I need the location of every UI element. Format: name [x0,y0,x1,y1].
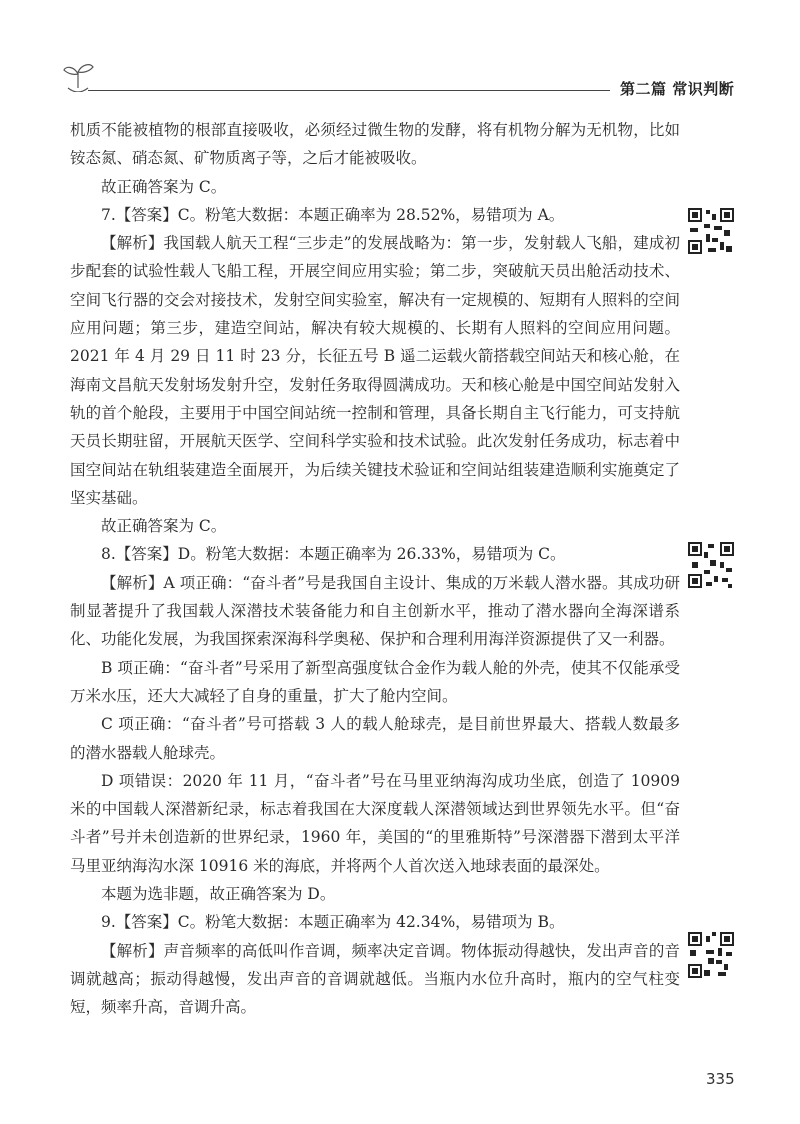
analysis-q8: 【解析】A 项正确：“奋斗者”号是我国自主设计、集成的万米载人潜水器。其成功研制显著提升了我国载人深潜技术装备能力和自主创新水平，推动了潜水器向全海深谱系化、功能化发展，为我国探索深海科学奥秘、保护和合理利用海洋资源提供了又一利器。 [70,573,680,649]
answer-line-q7: 7.【答案】C。粉笔大数据：本题正确率为 28.52%，易错项为 A。 [101,205,565,224]
paragraph: 故正确答案为 C。 [101,517,227,536]
sprout-icon [60,58,96,92]
paragraph: 故正确答案为 C。 [101,177,227,196]
option-c-note: C 项正确：“奋斗者”号可搭载 3 人的载人舱球壳，是目前世界最大、搭载人数最多的潜水器载人舱球壳。 [70,715,680,762]
header-rule [88,90,610,91]
qr-code-icon[interactable] [686,540,736,590]
answer-line-q9: 9.【答案】C。粉笔大数据：本题正确率为 42.34%，易错项为 B。 [101,913,565,932]
section-title: 第二篇 常识判断 [620,80,735,98]
paragraph: 机质不能被植物的根部直接吸收，必须经过微生物的发酵，将有机物分解为无机物，比如铵态氮、硝态氮、矿物质离子等，之后才能被吸收。 [70,121,680,168]
qr-code-icon[interactable] [686,206,736,256]
analysis-q7: 【解析】我国载人航天工程“三步走”的发展战略为：第一步，发射载人飞船，建成初步配套的试验性载人飞船工程，开展空间应用实验；第二步，突破航天员出舱活动技术、空间飞行器的交会对接技术，发射空间实验室，解决有一定规模的、短期有人照料的空间应用问题；第三步，建造空间站，解决有较大规模的、长期有人照料的空间应用问题。2021 年 4 月 29 日 11 时 23 分，长征五号 B 遥二运载火箭搭载空间站天和核心舱，在海南文昌航天发射场发射升空，发射任务取得圆满成功。天和核心舱是中国空间站发射入轨的首个舱段，主要用于中国空间站统一控制和管理，具备长期自主飞行能力，可支持航天员长期驻留，开展航天医学、空间科学实验和技术试验。此次发射任务成功，标志着中国空间站在轨组装建造全面展开，为后续关键技术验证和空间站组装建造顺利实施奠定了坚实基础。 [70,234,680,507]
option-b-note: B 项正确：“奋斗者”号采用了新型高强度钛合金作为载人舱的外壳，使其不仅能承受万米水压，还大大减轻了自身的重量，扩大了舱内空间。 [70,658,680,705]
answer-text-body [70,116,680,1022]
option-d-note: D 项错误：2020 年 11 月，“奋斗者”号在马里亚纳海沟成功坐底，创造了 10909 米的中国载人深潜新纪录，标志着我国在大深度载人深潜领域达到世界领先水平。但“奋斗者”号并未创造新的世界纪录，1960 年，美国的“的里雅斯特”号深潜器下潜到太平洋马里亚纳海沟水深 10916 米的海底，并将两个人首次送入地球表面的最深处。 [70,771,680,875]
answer-line-q8: 8.【答案】D。粉笔大数据：本题正确率为 26.33%，易错项为 C。 [101,545,566,564]
analysis-q9: 【解析】声音频率的高低叫作音调，频率决定音调。物体振动得越快，发出声音的音调就越高；振动得越慢，发出声音的音调就越低。当瓶内水位升高时，瓶内的空气柱变短，频率升高，音调升高。 [70,941,680,1017]
page-header [0,0,800,110]
page-number: 335 [706,1070,735,1088]
qr-code-icon[interactable] [686,930,736,980]
paragraph: 本题为选非题，故正确答案为 D。 [101,885,336,904]
